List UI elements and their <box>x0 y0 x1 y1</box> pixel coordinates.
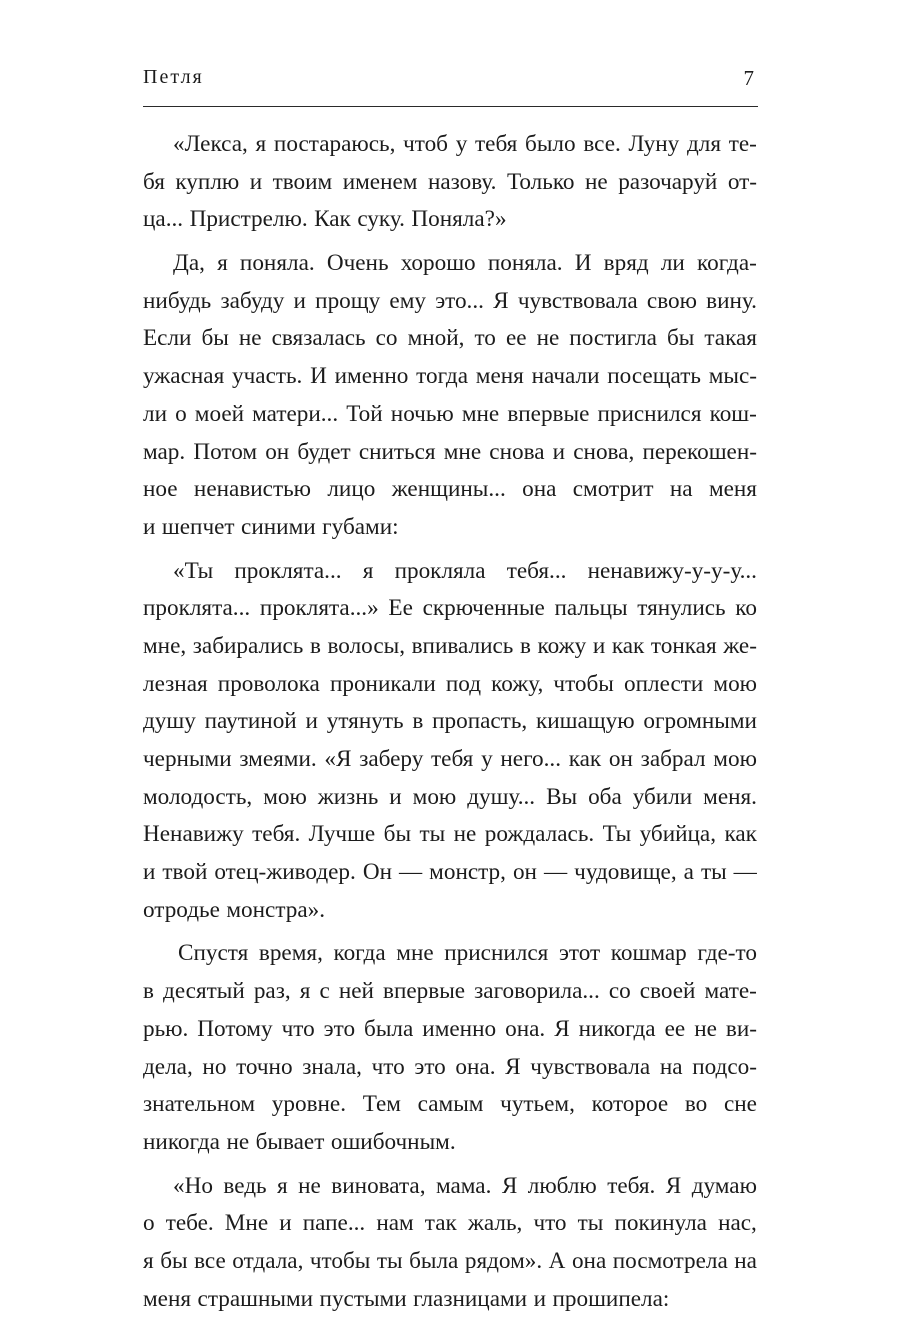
text-line: в десятый раз, я с ней впервые заговорила... со своей мате- <box>143 978 757 1005</box>
text-line: о тебе. Мне и папе... нам так жаль, что ты покинула нас, <box>143 1210 757 1237</box>
text-line: мне, забирались в волосы, впивались в кожу и как тонкая же- <box>143 632 757 659</box>
text-line: Спустя время, когда мне приснился этот кошмар где-то <box>178 940 757 967</box>
text-line: нибудь забуду и прощу ему это... Я чувствовала свою вину. <box>143 287 757 314</box>
text-line: рью. Потому что это была именно она. Я никогда ее не ви- <box>143 1015 757 1042</box>
text-line: мар. Потом он будет сниться мне снова и снова, перекошен- <box>143 438 757 465</box>
text-line: никогда не бывает ошибочным. <box>143 1128 456 1155</box>
text-line: Ненавижу тебя. Лучше бы ты не рождалась. Ты убийца, как <box>143 821 757 848</box>
text-line: «Ты проклята... я прокляла тебя... ненавижу-у-у-у... <box>173 557 757 584</box>
running-head <box>143 66 757 100</box>
text-line: отродье монстра». <box>143 896 326 923</box>
text-line: лезная проволока проникали под кожу, чтобы оплести мою <box>143 670 757 697</box>
text-line: ужасная участь. И именно тогда меня начали посещать мыс- <box>143 363 757 390</box>
text-line: «Лекса, я постараюсь, чтоб у тебя было все. Луну для те- <box>173 131 757 157</box>
running-title: Петля <box>143 66 204 88</box>
text-line: и шепчет синими губами: <box>143 513 399 540</box>
header-rule <box>143 106 758 107</box>
body-text <box>143 126 757 1318</box>
text-line: Если бы не связалась со мной, то ее не постигла бы такая <box>143 325 757 352</box>
text-line: ное ненавистью лицо женщины... она смотрит на меня <box>143 476 757 503</box>
text-line: и твой отец-живодер. Он — монстр, он — чудовище, а ты — <box>143 859 757 886</box>
text-line: я бы все отдала, чтобы ты была рядом». А она посмотрела на <box>143 1247 757 1274</box>
text-line: «Но ведь я не виновата, мама. Я люблю тебя. Я думаю <box>173 1172 757 1199</box>
text-line: душу паутиной и утянуть в пропасть, кишащую огромными <box>143 708 757 735</box>
text-line: Да, я поняла. Очень хорошо поняла. И вряд ли когда- <box>173 250 757 277</box>
text-line: ли о моей матери... Той ночью мне впервые приснился кош- <box>143 400 757 427</box>
text-line: проклята... проклята...» Ее скрюченные пальцы тянулись ко <box>143 595 757 622</box>
text-line: знательном уровне. Тем самым чутьем, которое во сне <box>143 1091 757 1118</box>
text-line: молодость, мою жизнь и мою душу... Вы оба убили меня. <box>143 783 757 810</box>
text-line: меня страшными пустыми глазницами и прошипела: <box>143 1285 670 1312</box>
text-line: ца... Пристрелю. Как суку. Поняла?» <box>143 206 507 233</box>
text-line: черными змеями. «Я заберу тебя у него... как он забрал мою <box>143 746 757 772</box>
page-number: 7 <box>743 66 754 90</box>
text-line: дела, но точно знала, что это она. Я чувствовала на подсо- <box>143 1053 757 1080</box>
text-line: бя куплю и твоим именем назову. Только не разочаруй от- <box>143 168 757 195</box>
